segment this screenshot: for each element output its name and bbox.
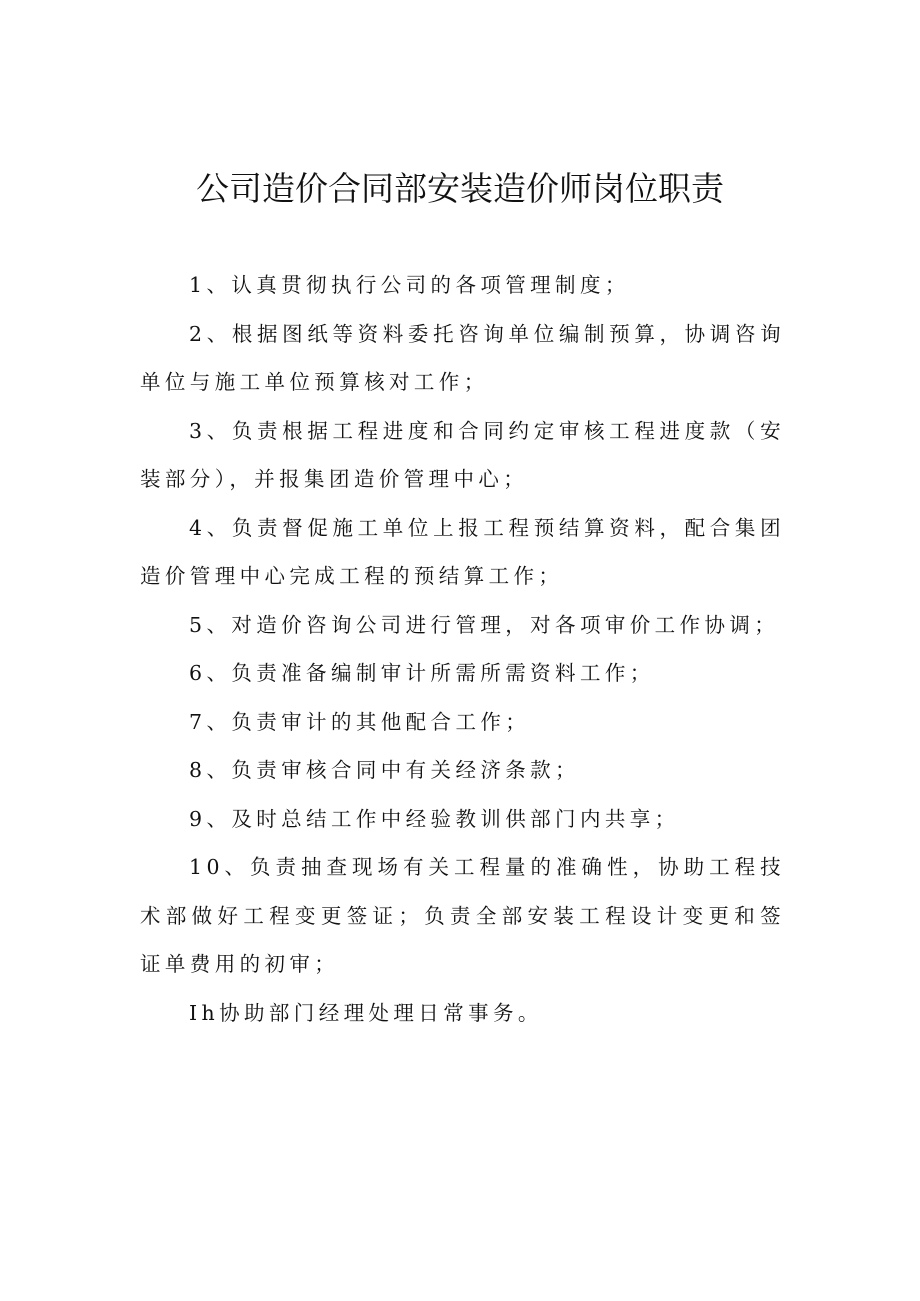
duty-item-5: 5、对造价咨询公司进行管理，对各项审价工作协调；: [189, 612, 780, 637]
duty-item-2: 2、根据图纸等资料委托咨询单位编制预算，协调咨询单位与施工单位预算核对工作；: [140, 321, 785, 394]
document-body: [140, 261, 785, 1037]
duty-item-1: 1、认真贯彻执行公司的各项管理制度；: [189, 273, 630, 297]
duty-item-7: 7、负责审计的其他配合工作；: [189, 709, 531, 734]
document-title: 公司造价合同部安装造价师岗位职责: [196, 169, 724, 208]
duty-item-3: 3、负责根据工程进度和合同约定审核工程进度款（安装部分），并报集团造价管理中心；: [140, 418, 785, 491]
duty-item-4: 4、负责督促施工单位上报工程预结算资料，配合集团造价管理中心完成工程的预结算工作；: [140, 515, 785, 588]
duty-item-8: 8、负责审核合同中有关经济条款；: [189, 758, 580, 782]
duty-item-9: 9、及时总结工作中经验教训供部门内共享；: [189, 806, 680, 831]
duty-item-6: 6、负责准备编制审计所需所需资料工作；: [189, 661, 655, 685]
duty-item-10: 10、负责抽查现场有关工程量的准确性，协助工程技术部做好工程变更签证；负责全部安装工程设计变更和签证单费用的初审；: [140, 855, 785, 976]
duty-item-11: Ih协助部门经理处理日常事务。: [189, 1000, 543, 1025]
